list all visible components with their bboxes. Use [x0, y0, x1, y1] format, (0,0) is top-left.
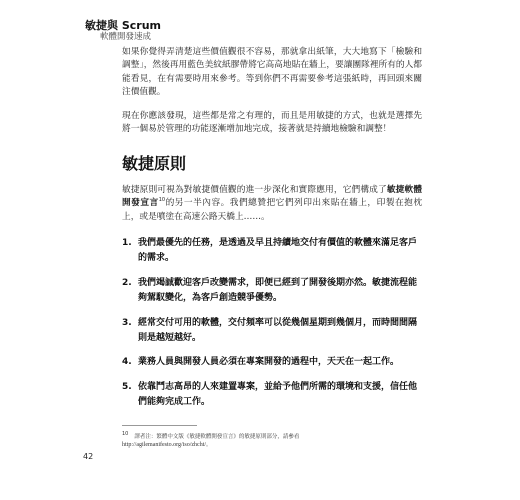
- principle-text: 我們竭誠歡迎客戶改變需求，即便已經到了開發後期亦然。敏捷流程能夠駕馭變化，為客戶創造競爭優勢。: [138, 278, 418, 303]
- principle-number: 5.: [122, 382, 132, 393]
- book-title: 敏捷與 Scrum: [85, 19, 161, 32]
- footnote: [122, 431, 422, 451]
- principle-text: 我們最優先的任務，是透過及早且持續地交付有價值的軟體來滿足客戶的需求。: [138, 238, 418, 264]
- running-header: [85, 20, 161, 42]
- paragraph-3-end: 的另一半內容。我們總贊把它們列印出來貼在牆上，印製在抱枕上，或是噴塗在高速公路天橋上……。: [122, 198, 422, 222]
- footnote-text: 譯者注：繁體中文版《敏捷軟體開發宣言》的敏捷原則部分，請參看: [134, 433, 300, 440]
- page-number: 42: [83, 452, 94, 461]
- paragraph-3-start: 敏捷原則可視為對敏捷價值觀的進一步深化和實際應用，它們構成了: [122, 184, 387, 195]
- principle-item: [122, 236, 422, 266]
- principle-number: 3.: [122, 317, 132, 328]
- principle-item: [122, 355, 422, 370]
- principle-text: 業務人員與開發人員必須在專案開發的過程中，天天在一起工作。: [138, 357, 400, 368]
- paragraph-3: [122, 184, 422, 224]
- manifesto-term: 敏捷軟體開發宣言: [122, 184, 423, 209]
- footnote-url: http://agilemanifesto.org/iso/zhcht/: [122, 442, 207, 449]
- footnote-reference: 10: [158, 197, 166, 204]
- principle-item: [122, 276, 422, 306]
- agile-principles-list: [122, 236, 422, 410]
- paragraph-2: 現在你應該發現，這些都是常之有理的，而且是用敏捷的方式，也就是選擇先將一個易於管理的功能逐漸增加地完成，接著就是持續地檢驗和調整！: [122, 110, 422, 135]
- principle-text: 依靠鬥志高昂的人來建置專案，並給予他們所需的環境和支援，信任他們能夠完成工作。: [138, 382, 418, 408]
- principle-number: 1.: [122, 238, 132, 249]
- paragraph-1: 如果你覺得弄清楚這些價值觀很不容易，那就拿出紙筆，大大地寫下「檢驗和調整」，然後再用藍色美紋紙膠帶將它高高地貼在牆上，要讓團隊裡所有的人都能看見，在有需要時用來參考。等到你們不再需要參考這張紙時，再回頭來關注價值觀。: [122, 47, 422, 98]
- footnote-url-suffix: 。: [206, 442, 212, 449]
- principle-number: 4.: [122, 357, 132, 368]
- page-content: [122, 46, 422, 420]
- principle-item: [122, 316, 422, 346]
- section-heading-agile-principles: 敏捷原則: [122, 153, 187, 173]
- principle-item: [122, 380, 422, 410]
- book-subtitle: 軟體開發速成: [100, 31, 152, 42]
- footnote-number: 10: [122, 431, 129, 437]
- principle-number: 2.: [122, 278, 132, 289]
- footnote-divider: [122, 425, 197, 426]
- principle-text: 經常交付可用的軟體，交付頻率可以從幾個星期到幾個月，而時間間隔則是越短越好。: [138, 317, 418, 343]
